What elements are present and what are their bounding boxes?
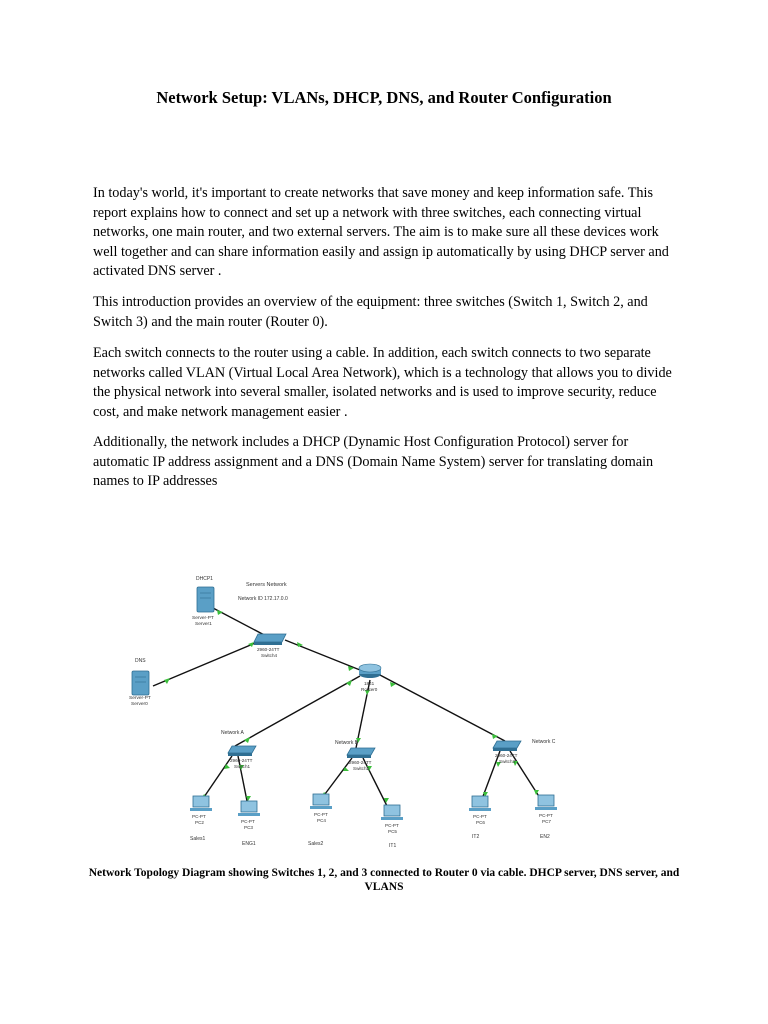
switch-icon xyxy=(493,741,521,748)
svg-text:2960-24TT: 2960-24TT xyxy=(257,647,280,652)
pc-icon xyxy=(384,805,400,816)
svg-text:Switch4: Switch4 xyxy=(261,653,278,658)
router0 xyxy=(359,664,381,692)
network-a-label: Network A xyxy=(221,730,244,736)
vlan-label: IT2 xyxy=(472,834,480,840)
svg-text:Server-PT: Server-PT xyxy=(192,616,214,621)
dns-server xyxy=(129,658,151,707)
svg-text:PC4: PC4 xyxy=(317,818,326,823)
svg-text:PC-PT: PC-PT xyxy=(473,814,487,819)
paragraph-equipment: This introduction provides an overview of the equipment: three switches (Switch 1, Switch 2, and Switch 3) and the main router (Router 0). xyxy=(93,294,648,330)
servers-network-label: Servers Network xyxy=(246,582,287,588)
switch-icon xyxy=(228,746,256,753)
svg-text:PC2: PC2 xyxy=(195,820,204,825)
dhcp-name: DHCP1 xyxy=(196,576,213,582)
pc-icon xyxy=(193,796,209,807)
svg-text:Switch1: Switch1 xyxy=(234,764,251,769)
svg-text:2960-24TT: 2960-24TT xyxy=(495,753,518,758)
server-icon xyxy=(132,671,149,695)
pc3 xyxy=(238,801,260,847)
svg-text:Server0: Server0 xyxy=(131,702,148,707)
svg-text:Switch2: Switch2 xyxy=(353,766,370,771)
svg-text:PC3: PC3 xyxy=(244,825,253,830)
paragraph-servers: Additionally, the network includes a DHCP (Dynamic Host Configuration Protocol) server for automatic IP address assignment and a DNS (Domain Name System) server for translating domain names to IP addresses xyxy=(93,434,654,489)
pc6 xyxy=(469,796,491,840)
server-icon xyxy=(197,587,214,612)
svg-text:PC-PT: PC-PT xyxy=(385,823,399,828)
link-router-switch1 xyxy=(235,676,360,746)
figure-caption: Network Topology Diagram showing Switches 1, 2, and 3 connected to Router 0 via cable. DHCP server, DNS server, and VLANS xyxy=(88,867,680,893)
svg-text:PC-PT: PC-PT xyxy=(314,812,328,817)
svg-text:2960-24TT: 2960-24TT xyxy=(230,758,253,763)
vlan-label: Sales2 xyxy=(308,841,324,847)
svg-text:PC-PT: PC-PT xyxy=(192,814,206,819)
pc-icon xyxy=(241,801,257,812)
links xyxy=(153,608,540,808)
network-topology-diagram xyxy=(120,568,590,853)
svg-text:Server-PT: Server-PT xyxy=(129,696,151,701)
document-title: Network Setup: VLANs, DHCP, DNS, and Router Configuration xyxy=(156,88,612,107)
svg-text:1841: 1841 xyxy=(364,681,375,686)
svg-text:PC5: PC5 xyxy=(388,829,397,834)
pc4 xyxy=(308,794,332,847)
pc7 xyxy=(535,795,557,840)
paragraph-intro: In today's world, it's important to create networks that save money and keep information safe. This report explains how to connect and set up a network with three switches, each connecting virtual networks, one main router, and two external servers. The aim is to make sure all these devices work well together and can share information easily and assign ip automatically by using DHCP server and activated DNS server . xyxy=(93,185,669,279)
link-switch2-pc4 xyxy=(322,758,352,798)
vlan-label: EN2 xyxy=(540,834,550,840)
svg-text:2960-24TT: 2960-24TT xyxy=(349,760,372,765)
vlan-label: IT1 xyxy=(389,843,397,849)
svg-text:Server1: Server1 xyxy=(195,622,212,627)
switch4 xyxy=(254,634,286,658)
link-switch4-router xyxy=(285,640,360,670)
svg-text:PC6: PC6 xyxy=(476,820,485,825)
vlan-label: ENG1 xyxy=(242,841,256,847)
network-id-label: Network ID 172.17.0.0 xyxy=(238,596,288,602)
paragraph-switches: Each switch connects to the router using a cable. In addition, each switch connects to two separate networks called VLAN (Virtual Local Area Network), which is a technology that allows you to divide the physical network into several smaller, isolated networks and is used to improve security, reduce cost, and make network management easier . xyxy=(93,345,672,420)
link-switch3-pc6 xyxy=(482,751,500,799)
switch-icon xyxy=(347,748,375,755)
pc-icon xyxy=(313,794,329,805)
svg-text:Router0: Router0 xyxy=(361,687,378,692)
pc-icon xyxy=(472,796,488,807)
svg-text:Switch3: Switch3 xyxy=(499,759,516,764)
network-c-label: Network C xyxy=(532,739,556,745)
network-b-label: Network B xyxy=(335,740,359,746)
vlan-label: Sales1 xyxy=(190,836,206,842)
link-router-switch3 xyxy=(378,674,505,741)
dns-name: DNS xyxy=(135,658,146,664)
pc-icon xyxy=(538,795,554,806)
svg-text:PC-PT: PC-PT xyxy=(539,813,553,818)
link-switch1-pc2 xyxy=(202,756,232,800)
svg-text:PC-PT: PC-PT xyxy=(241,819,255,824)
switch-icon xyxy=(254,634,286,642)
switch1 xyxy=(228,746,256,769)
pc2 xyxy=(190,796,212,842)
dhcp-server xyxy=(192,576,214,627)
svg-text:PC7: PC7 xyxy=(542,819,551,824)
pc5 xyxy=(381,805,403,849)
